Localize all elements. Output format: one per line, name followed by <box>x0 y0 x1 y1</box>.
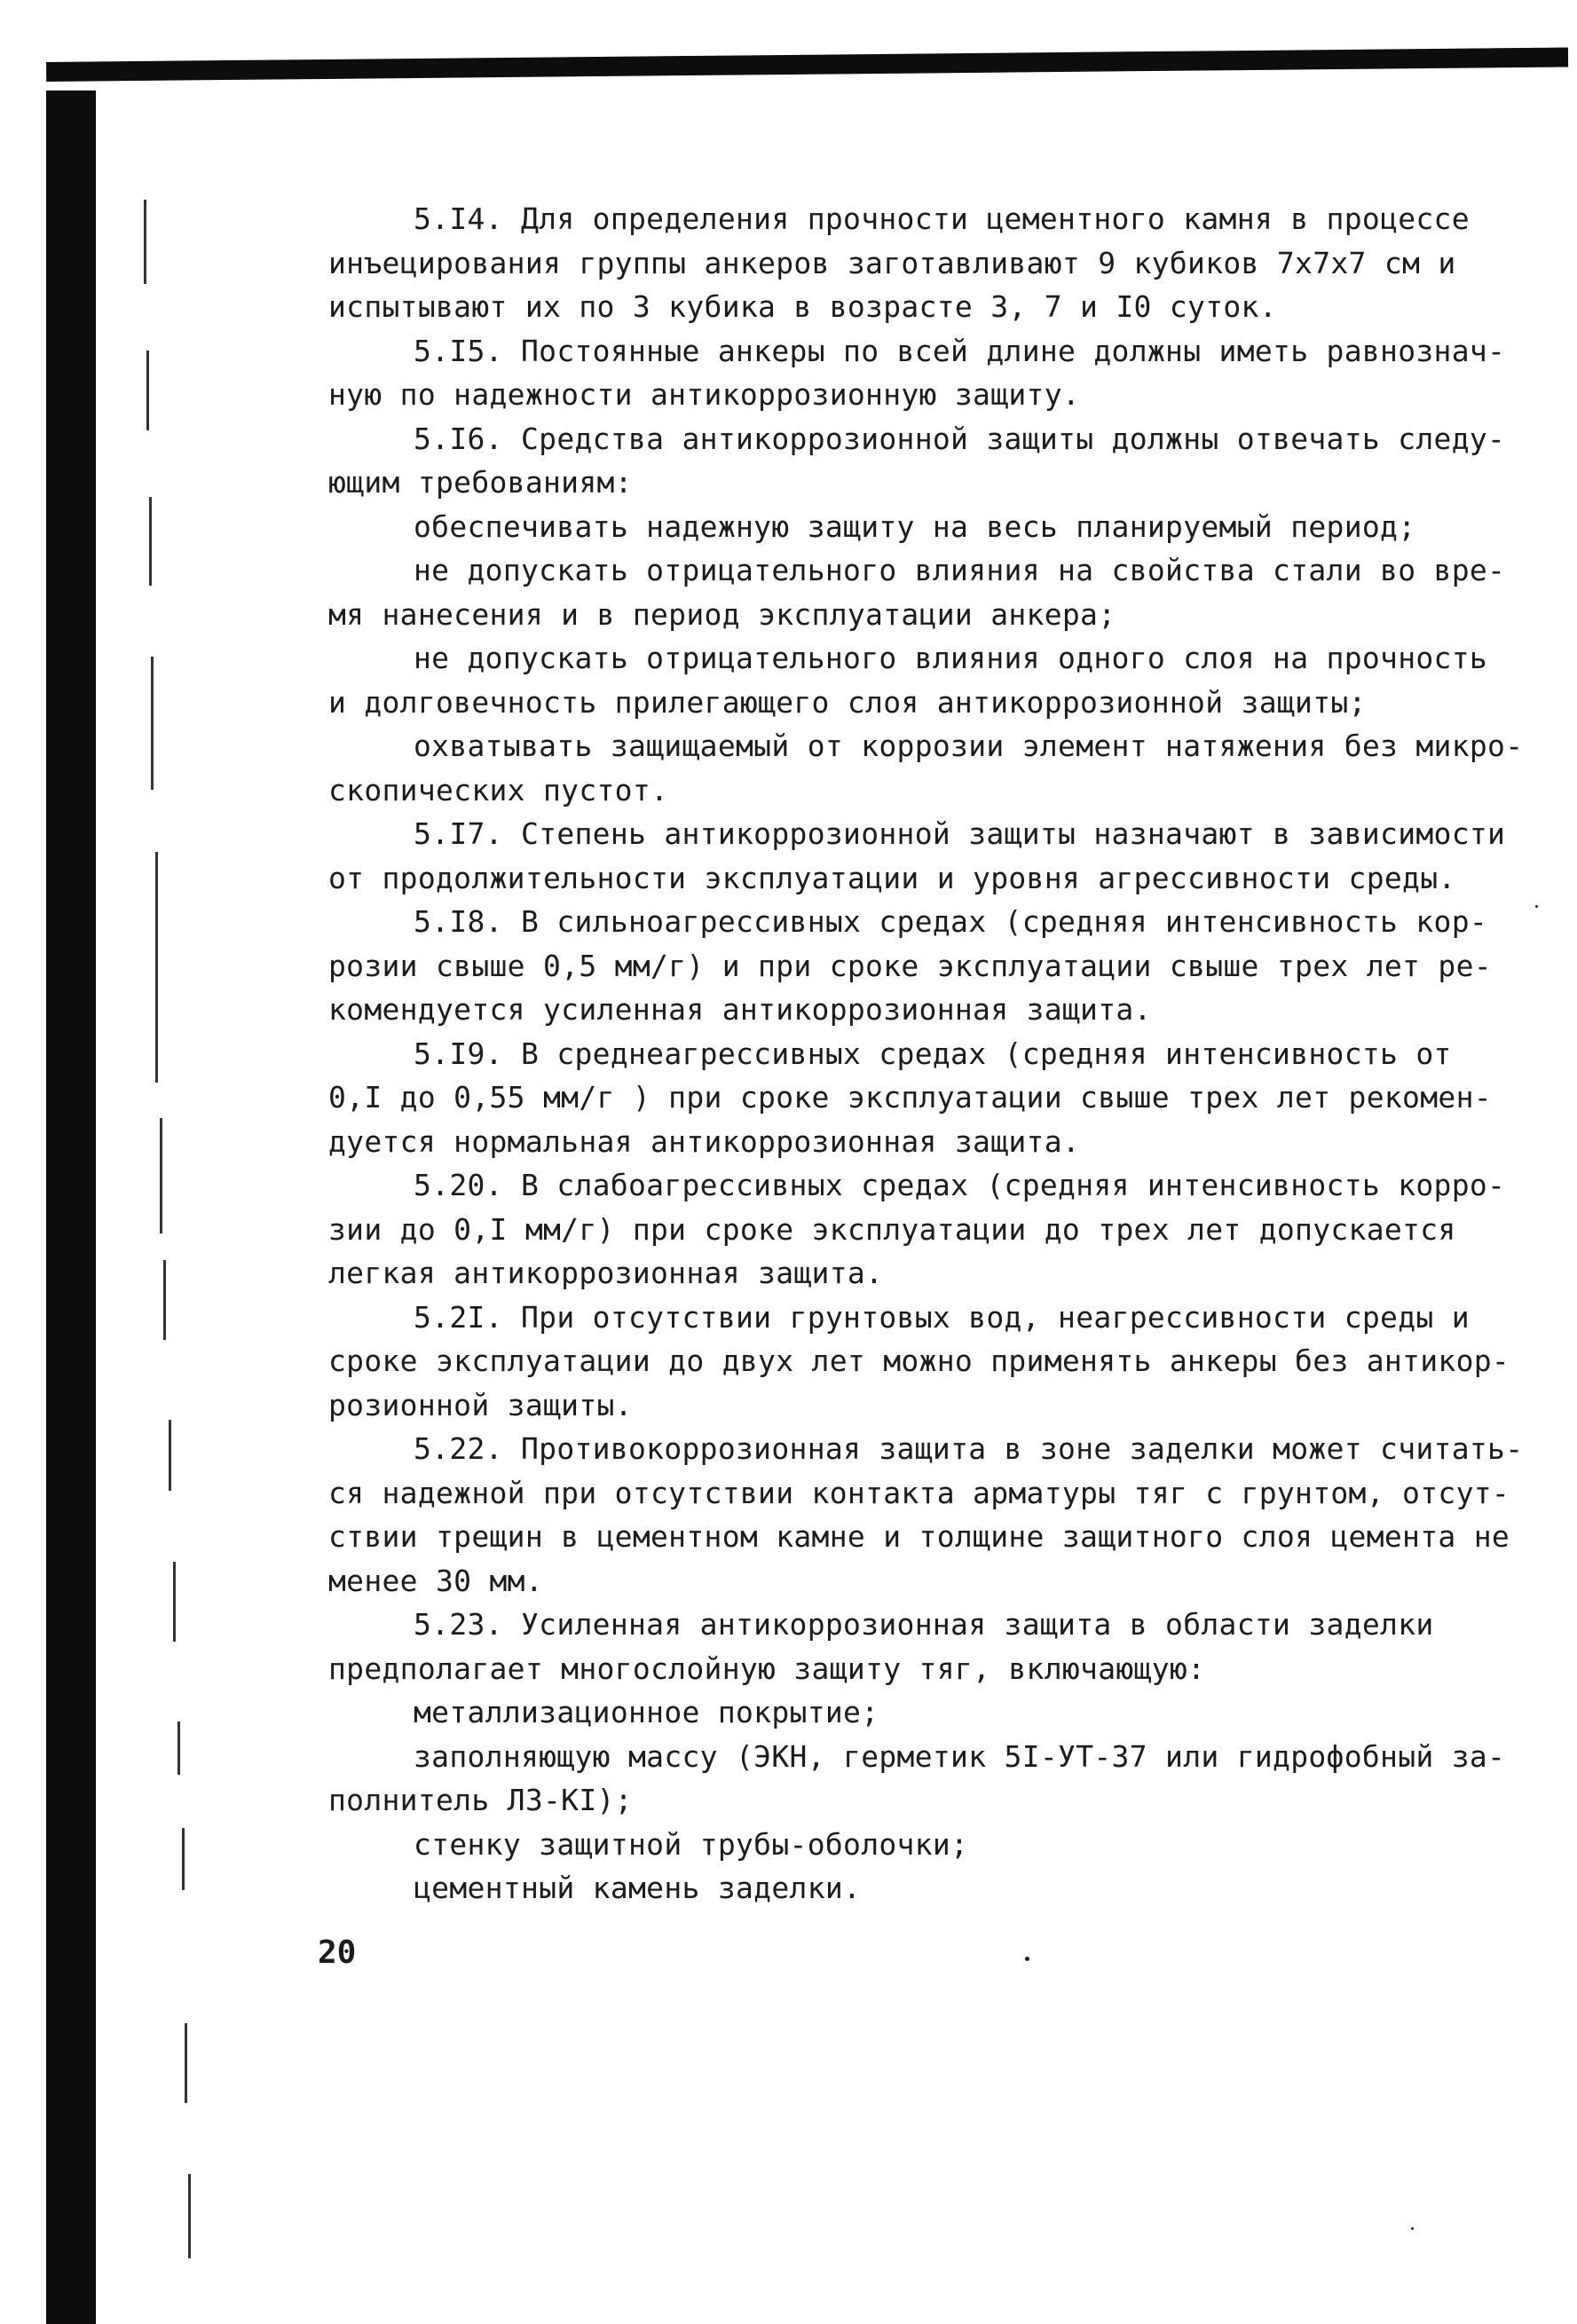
text-line: полнитель ЛЗ-КI); <box>328 1783 633 1817</box>
margin-mark <box>149 497 152 586</box>
text-line: не допускать отрицательного влияния на свойства стали во вре- <box>414 553 1506 587</box>
text-line: мя нанесения и в период эксплуатации анкера; <box>328 596 1116 632</box>
text-line: 5.I4. Для определения прочности цементного камня в процессе <box>414 201 1470 236</box>
text-line: 5.I9. В среднеагрессивных средах (средняя интенсивность от <box>414 1036 1452 1071</box>
text-line: ся надежной при отсутствии контакта арматуры тяг с грунтом, отсут- <box>328 1475 1510 1510</box>
margin-mark <box>188 2174 191 2258</box>
page-number: 20 <box>318 1934 357 1971</box>
text-line: не допускать отрицательного влияния одного слоя на прочность <box>414 641 1488 675</box>
scan-border-top <box>46 48 1568 82</box>
text-line: 5.2I. При отсутствии грунтовых вод, неагрессивности среды и <box>414 1299 1470 1335</box>
text-line: 5.20. В слабоагрессивных средах (средняя интенсивность корро- <box>414 1168 1506 1202</box>
text-line: скопических пустот. <box>328 772 669 807</box>
text-line: ную по надежности антикоррозионную защиту. <box>328 377 1081 412</box>
margin-mark <box>169 1420 171 1491</box>
text-line: ствии трещин в цементном камне и толщине защитного слоя цемента не <box>328 1519 1510 1554</box>
text-line: предполагает многослойную защиту тяг, включающую: <box>328 1650 1206 1686</box>
text-line: менее 30 мм. <box>328 1563 544 1598</box>
text-line: розии свыше 0,5 мм/г) и при сроке эксплуатации свыше трех лет ре- <box>328 948 1492 983</box>
margin-mark <box>146 351 149 430</box>
text-line: инъецирования группы анкеров заготавливают 9 кубиков 7х7х7 см и <box>328 245 1456 280</box>
text-line: ющим требованиям: <box>328 465 633 500</box>
margin-mark <box>160 1118 162 1233</box>
margin-mark <box>182 1828 185 1890</box>
margin-mark <box>173 1562 176 1642</box>
margin-mark <box>177 1721 180 1775</box>
document-body <box>328 197 1524 1910</box>
scan-speck <box>1411 2227 1414 2230</box>
text-line: 0,I до 0,55 мм/г ) при сроке эксплуатации свыше трех лет рекомен- <box>328 1080 1492 1115</box>
scan-speck <box>1025 1957 1029 1961</box>
text-line: 5.I5. Постоянные анкеры по всей длине должны иметь равнознач- <box>414 333 1506 368</box>
margin-mark <box>155 852 158 1083</box>
text-line: легкая антикоррозионная защита. <box>328 1256 884 1290</box>
margin-mark <box>163 1260 166 1340</box>
text-line: зии до 0,I мм/г) при сроке эксплуатации до трех лет допускается <box>328 1211 1456 1247</box>
text-line: цементный камень заделки. <box>414 1871 862 1905</box>
text-line: 5.I7. Степень антикоррозионной защиты назначают в зависимости <box>414 816 1506 851</box>
text-line: охватывать защищаемый от коррозии элемент натяжения без микро- <box>414 729 1524 763</box>
text-line: 5.I8. В сильноагрессивных средах (средняя интенсивность кор- <box>414 904 1488 939</box>
text-line: испытывают их по 3 кубика в возрасте 3, 7 и I0 суток. <box>328 289 1277 324</box>
text-line: от продолжительности эксплуатации и уровня агрессивности среды. <box>328 860 1456 895</box>
text-line: 5.22. Противокоррозионная защита в зоне заделки может считать- <box>414 1431 1524 1466</box>
scan-border-left <box>46 91 96 2324</box>
text-line: 5.23. Усиленная антикоррозионная защита в области заделки <box>414 1607 1434 1642</box>
text-line: заполняющую массу (ЭКН, герметик 5I-УТ-37 или гидрофобный за- <box>414 1738 1506 1774</box>
margin-mark <box>185 2023 187 2103</box>
scan-speck <box>1535 905 1538 908</box>
text-line: комендуется усиленная антикоррозионная защита. <box>328 992 1152 1027</box>
text-line: дуется нормальная антикоррозионная защита. <box>328 1123 1081 1159</box>
text-line: стенку защитной трубы-оболочки; <box>414 1826 969 1862</box>
text-line: розионной защиты. <box>328 1387 633 1422</box>
text-line: и долговечность прилегающего слоя антикоррозионной защиты; <box>328 684 1367 720</box>
text-line: 5.I6. Средства антикоррозионной защиты должны отвечать следу- <box>414 421 1506 456</box>
margin-mark <box>151 657 154 790</box>
text-line: металлизационное покрытие; <box>414 1695 879 1729</box>
margin-mark <box>144 200 146 284</box>
text-line: обеспечивать надежную защиту на весь планируемый период; <box>414 508 1416 544</box>
text-line: сроке эксплуатации до двух лет можно применять анкеры без антикор- <box>328 1343 1510 1378</box>
